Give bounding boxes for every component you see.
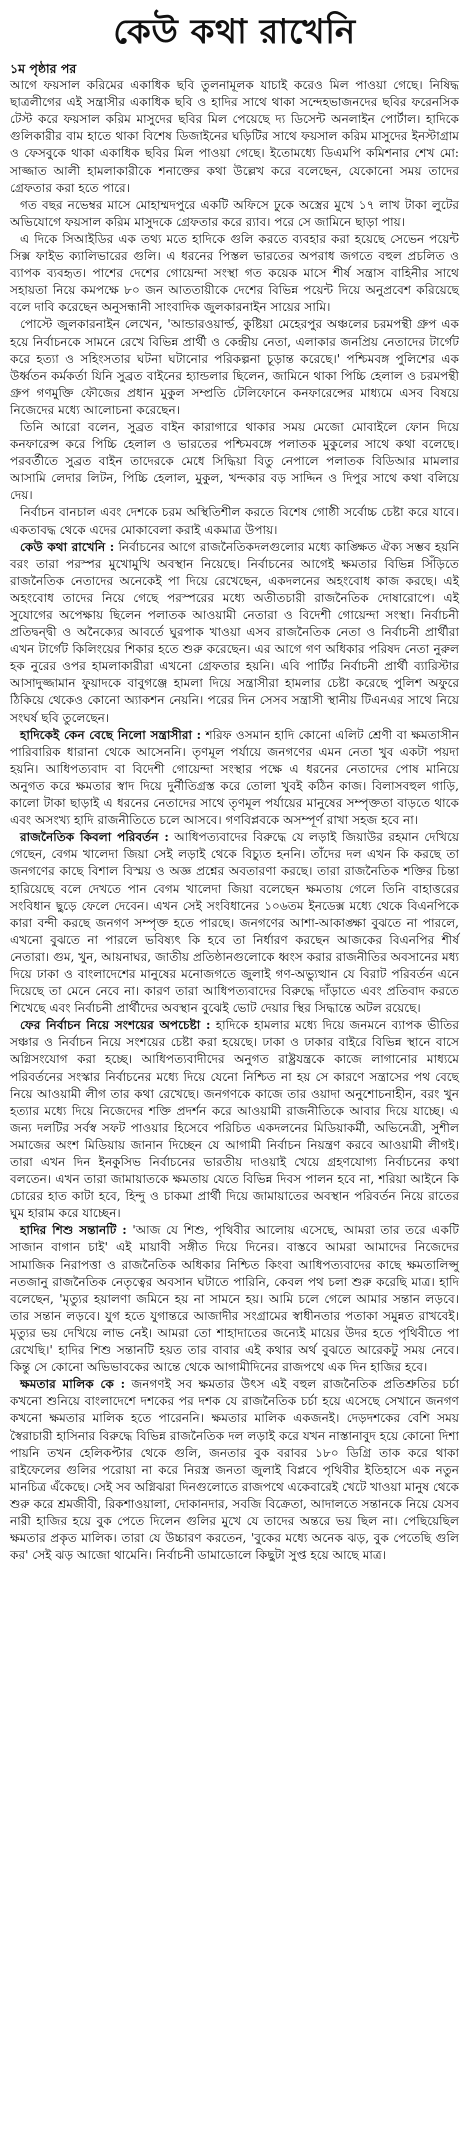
subheading: কেউ কথা রাখেনি : [20,539,115,554]
paragraph-text: জনগণই সব ক্ষমতার উৎস এই বহুল রাজনৈতিক প্রতিশ্রুতির চর্চা কখনো শুনিয়ে বাংলাদেশে দশকের পর দশক যে রাজনৈতিক চর্চা হয়ে এসেছে সেখানে জনগণ কখনো ক্ষমতার মালিক হতে পারেননি। ক্ষমতার মালিক একজনই। দেড়দশকের বেশি সময় স্বৈরাচারী হাসিনার বিরুদ্ধে বিভিন্ন রাজনৈতিক দল লড়াই করে যখন নাস্তানাবুদ হয়ে কোনো দিশা পায়নি তখন হেলিকপ্টার থেকে গুলি, জনতার বুক বরাবর ১৮০ ডিগ্রি তাক করে থাকা রাইফেলের গুলির পরোয়া না করে নিরস্ত্র জনতা জুলাই বিপ্লবে পৃথিবীর ইতিহাসে এক নতুন মানচিত্র এঁকেছে। সেই সব অগ্নিঝরা দিনগুলোতে রাজপথে একেবারেই খেটে খাওয়া মানুষ থেকে শুরু করে শ্রমজীবী, রিকশাওয়ালা, দোকানদার, সবজি বিক্রেতা, আদালতে সন্তানকে নিয়ে যেসব নারী হাজির হয়ে বুক পেতে দিলেন গুলির মুখে যে তাদের অন্তরে ভয় ছিল না। পেছিয়েছিল ক্ষমতার প্রকৃত মালিক। তারা যে উচ্চারণ করতেন, 'বুকের মধ্যে অনেক ঝড়, বুক পেতেছি গুলি কর' সেই ঝড় আজো থামেনি। নির্বাচনী ডামাডোলে কিছুটা সুপ্ত হয়ে আছে মাত্র। [10,1377,460,1563]
article-paragraph [10,419,459,504]
article-paragraph [10,1376,459,1564]
paragraph-text: শরিফ ওসমান হাদি কোনো এলিট শ্রেণী বা ক্ষমতাসীন পারিবারিক ধারানা থেকে আসেননি। তৃণমূল পর্যায়ে জনগণের এমন নেতা খুব একটা পয়দা হয়নি। আধিপত্যবাদ বা বিদেশী গোয়েন্দা সংস্থার পক্ষে এ ধরনের নেতাদের পোষ মানিয়ে অনুগত করে ক্ষমতার স্বাদ দিয়ে দুর্নীতিগ্রস্ত করে তোলা খুবই কঠিন কাজ। বিলাসবহুল গাড়ি, কালো টাকা ছাড়াই এ ধরনের নেতাদের সাথে তৃণমূল পর্যায়ের মানুষের সম্পৃক্ততা বাড়তে থাকে এবং অসংখ্য হাদি রাজনীতিতে চলে আসবে। গণবিপ্লবকে অসম্পূর্ণ রাখা সহজ হবে না। [10,727,459,828]
paragraph-text: পোস্টে জুলকারনাইন লেখেন, 'আন্ডারওয়ার্ল্ড, কুষ্টিয়া মেহেরপুর অঞ্চলের চরমপন্থী গ্রুপ এক হয়ে নির্বাচনকে সামনে রেখে বিভিন্ন প্রার্থী ও কেন্দ্রীয় নেতা, এলাকার জনপ্রিয় নেতাদের টার্গেট করে হত্যা ও সহিংসতার ঘটনা ঘটানোর পরিকল্পনা চূড়ান্ত করেছে।' পশ্চিমবঙ্গ পুলিশের এক উর্ধ্বতন কর্মকর্তা যিনি সুব্রত বাইনের হ্যান্ডলার ছিলেন, জামিনে থাকা পিচ্চি হেলাল ও চরমপন্থী গ্রুপ গণমুক্তি ফৌজের প্রধান মুকুল সম্প্রতি টেলিফোনে কনফারেন্সের মাধ্যমে এসব বিষয়ে নিজেদের মধ্যে আলোচনা করেছেন। [10,317,459,417]
article-paragraph [10,727,459,830]
subheading: ফের নির্বাচন নিয়ে সংশয়ের অপচেষ্টা : [20,1018,211,1033]
article-paragraph [10,77,459,197]
article-paragraph [10,197,459,231]
paragraph-text: হাদিকে হামলার মধ্যে দিয়ে জনমনে ব্যাপক ভীতির সঞ্চার ও নির্বাচন নিয়ে সংশয়ের চেষ্টা করা হয়েছে। ঢাকা ও ঢাকার বাইরে বিভিন্ন স্থানে বাসে অগ্নিসংযোগ করা হচ্ছে। আধিপত্যবাদীদের অনুগত রাষ্ট্রযন্ত্রকে কাজে লাগানোর মাধ্যমে পরিবর্তনের সংস্কার নির্বাচনের মধ্যে দিয়ে যেনো নিশ্চিত না হয় সে কারণে সন্ত্রাসের পথ বেছে নিয়ে আওয়ামী লীগ তার কথা রেখেছে। জনগণকে কাজে তার ওয়াদা অনুশোচনাহীন, বরং খুন হত্যার মধ্যে দিয়ে নিজেদের শক্তি প্রদর্শন করে আওয়ামী রাজনীতিকে আবার দিয়ে যাচ্ছে। এ জন্য দলটির সর্বস্ব সফট পাওয়ার হিসেবে পরিচিত একদলনের মিডিয়াকর্মী, অভিনেত্রী, সুশীল সমাজের অংশ মিডিয়ায় জানান দিচ্ছেন যে আগামী নির্বাচন নিয়ন্ত্রণ করবে আওয়ামী লীগই। তারা এখন দিন ইনকুসিভ নির্বাচনের ভারতীয় দাওয়াই খেয়ে গ্রহণযোগ্য নির্বাচনের কথা বলতেন। এখন তারা জামায়াতকে ক্ষমতায় যেতে বিভিন্ন দিবস পালন হবে না, শরিয়া আইনে কি চোরের হাত কাটা হবে, হিন্দু ও চাকমা প্রার্থী দিয়ে জামায়াতের অবস্থান পরিবর্তন নিয়ে রাতের ঘুম হারাম করে যাচ্ছেন। [10,1018,459,1221]
paragraph-text: আগে ফয়সাল করিমের একাধিক ছবি তুলনামূলক যাচাই করেও মিল পাওয়া গেছে। নিষিদ্ধ ছাত্রলীগের এই সন্ত্রাসীর একাধিক ছবি ও হাদির সাথে থাকা সন্দেহভাজনদের ছবির ফরেনসিক টেস্ট করে ফয়সাল করিম মাসুদের ছবির মিল পেয়েছে দ্য ডিসেন্ট অনলাইন পোর্টাল। হাদিকে গুলিকারীর বাম হাতে থাকা বিশেষ ডিজাইনের ঘড়িটির সাথে ফয়সাল করিম মাসুদের ইনস্টাগ্রাম ও ফেসবুকে থাকা একাধিক ছবির মিল পাওয়া গেছে। ইতোমধ্যে ডিএমপি কমিশনার শেখ মো: সাজ্জাত আলী হামলাকারীকে শনাক্তের কথা উল্লেখ করে বলেছেন, যেকোনো সময় তাদের গ্রেফতার করা হতে পারে। [10,78,459,195]
article-paragraph [10,504,459,538]
paragraph-text: নির্বাচনের আগে রাজনৈতিকদলগুলোর মধ্যে কাঙ্ক্ষিত ঐক্য সম্ভব হয়নি বরং তারা পরস্পর মুখোমুখি অবস্থান নিয়েছে। নির্বাচনের আগেই ক্ষমতার বিভিন্ন সিঁড়িতে রাজনৈতিক নেতাদের অনেকেই পা দিয়ে রেখেছেন, একদলনের অহংবোধ কাজ করছে। এই অহংবোধ তাদের নিয়ে গেছে পরস্পরের মধ্যে অতীতচারী রাজনৈতিক দোষারোপে। এই সুযোগের অপেক্ষায় ছিলেন পলাতক আওয়ামী নেতারা ও বিদেশী গোয়েন্দা সংস্থা। নির্বাচনী প্রতিদ্বন্দ্বী ও অনৈক্যের আবর্তে ঘুরপাক খাওয়া এসব রাজনৈতিক নেতা ও নির্বাচনী প্রার্থীরা এখন টার্গেট কিলিংয়ের শিকার হতে শুরু করেছেন। এর আগে গণ অধিকার পরিষদ নেতা নুরুল হক নুরের ওপর হামলাকারীরা এখনো গ্রেফতার হয়নি। এবি পার্টির নির্বাচনী প্রার্থী ব্যারিস্টার আসাদুজ্জামান ফুয়াদকে বাবুগঞ্জে হামলা দিয়ে সন্ত্রাসীরা হামলার চেষ্টা করেছে পুলিশ অফুরে ঠিকিয়ে থেকেও কোনো অ্যাকশন নেয়নি। পরের দিন সেসব সন্ত্রাসী স্থানীয় টিএনএর সাথে নিয়ে সংঘর্ষ ছবি তুলেছেন। [10,539,460,725]
paragraph-text: এ দিকে সিআইডির এক তথ্য মতে হাদিকে গুলি করতে ব্যবহার করা হয়েছে সেভেন পয়েন্ট সিক্স ফাইভ ক্যালিভারের গুলি। এ ধরনের পিস্তল ভারতের অপরাধ জগতে বহুল প্রচলিত ও ব্যাপক ব্যবহৃত। পাশের দেশের গোয়েন্দা সংস্থা গত কয়েক মাসে শীর্ষ সন্ত্রাস বাহিনীর সাথে সহায়তা নিয়ে কমপক্ষে ৮০ জন আততায়ীকে দেশের বিভিন্ন পয়েন্ট দিয়ে অনুপ্রবেশ করিয়েছে বলে দাবি করেছেন অনুসন্ধানী সাংবাদিক জুলকারনাইন সায়ের সামি। [10,231,459,315]
article-paragraph [10,539,459,727]
subheading: হাদিকেই কেন বেছে নিলো সন্ত্রাসীরা : [20,727,202,742]
subheading: ক্ষমতার মালিক কে : [20,1377,126,1392]
article-paragraph [10,316,459,419]
subheading: হাদির শিশু সন্তানটি : [20,1223,127,1238]
paragraph-text: আধিপত্যবাদের বিরুদ্ধে যে লড়াই জিয়াউর রহমান দেখিয়ে গেছেন, বেগম খালেদা জিয়া সেই লড়াই থেকে বিচ্যুত হননি। তাঁদের দল এখন কি করছে তা জনগণের কাছে বিশাল বিস্ময় ও অজ্ঞ প্রশ্নের অবতারণা করছে। তারা রাজনৈতিক শক্তির চিন্তা হারিয়েছে বলে দেখতে পান বেগম খালেদা জিয়া বলেছেন ক্ষমতায় গেলে তিনি বাহাত্তরের সংবিধান ছুড়ে ফেলে দেবেন। এখন সেই সংবিধানের ১০৬তম ইনডেক্স মধ্যে থেকে বিএনপিকে কারা বন্দী করছে জনগণ সম্পৃক্ত হতে পারছে। জনগণের আশা-আকাঙ্ক্ষা বুঝতে না পারলে, এখনো বুঝতে না পারলে ভবিষ্যৎ কি হবে তা নির্ধারণ করছেন আজকের বিএনপির শীর্ষ নেতারা। গুম, খুন, আয়নাঘর, জাতীয় প্রতিষ্ঠানগুলোকে ধ্বংস করার রাজনীতির অবসানের মধ্য দিয়ে ঢাকা ও বাংলাদেশের মানুষের মনোজগতে জুলাই গণ-অভ্যুত্থান যে বিরাট পরিবর্তন এনে দিয়েছে তা মেনে নেবে না। কারণ তারা আধিপত্যবাদের বিরুদ্ধে দাঁড়াতে এবং প্রতিবাদ করতে শিখেছে এবং নির্বাচনী প্রার্থীদের অবস্থান বুঝেই ভোট দেয়ার স্থির সিদ্ধান্তে অটল রয়েছে। [10,830,459,1016]
article-paragraph [10,231,459,316]
article-paragraph [10,829,459,1017]
continued-from-label: ১ম পৃষ্ঠার পর [10,61,77,76]
page-headline: কেউ কথা রাখেনি [113,12,356,52]
paragraph-text: 'আজ যে শিশু, পৃথিবীর আলোয় এসেছে, আমরা তার তরে একটি সাজান বাগান চাই' এই মায়াবী সঙ্গীত দিয়ে দিনের। বাস্তবে আমরা আমাদের নিজেদের সামাজিক নিরাপত্তা ও রাজনৈতিক অধিকার নিশ্চিত কিংবা আধিপত্যবাদের কাছে ক্ষমতালিপ্সু নতজানু রাজনৈতিক নেতৃত্বের অবসান ঘটাতে পারিনি, কেবল পথ চলা শুরু করেছি মাত্র। হাদি বলেছেন, 'মৃত্যুর হয়ালণা জমিনে হয় না সামনে হয়। আমি চলে গেলে আমার সন্তান লড়বে। তার সন্তান লড়বে। যুগ হতে যুগান্তরে আজাদীর সংগ্রামের স্বাধীনতার পতাকা সমুন্নত রাখবেই। মৃত্যুর ভয় দেখিয়ে লাভ নেই। আমরা তো শাহাদাতের জন্যেই মায়ের উদর হতে পৃথিবীতে পা রেখেছি।' হাদির শিশু সন্তানটি হয়ত তার বাবার এই কথার অর্থ বুঝতে আরেকটু সময় নেবে। কিন্তু সে কোনো অভিভাবকের আন্তে থেকে আগামীদিনের রাজপথে এক দিন হাজির হবে। [10,1223,459,1375]
paragraph-text: তিনি আরো বলেন, সুব্রত বাইন কারাগারে থাকার সময় মেজো মোবাইলে ফোন দিয়ে কনফারেন্স করে পিচ্চি হেলাল ও ভারতের পশ্চিমবঙ্গে পলাতক মুকুলের সাথে কথা বলেছে। পরবর্তীতে সুব্রত বাইন তাদেরকে মেধে সিদ্ধিয়া বিতু নেপালে পলাতক বিডিআর মামলার আসামি লেদার লিটন, পিচ্চি হেলাল, মুকুল, খন্দকার বড় সাদ্দিন ও দিপুর সাথে কথা বলিয়ে দেয়। [10,419,459,503]
article-paragraph [10,1222,459,1376]
article-body [10,60,459,1564]
paragraph-text: গত বছর নভেম্বর মাসে মোহাম্মদপুরে একটি অফিসে ঢুকে অস্ত্রের মুখে ১৭ লাখ টাকা লুটের অভিযোগে ফয়সাল করিম মাসুদকে গ্রেফতার করে র‍্যাব। পরে সে জামিনে ছাড়া পায়। [10,197,459,229]
article-paragraph [10,1017,459,1222]
subheading: রাজনৈতিক কিবলা পরিবর্তন : [20,830,169,845]
paragraph-text: নির্বাচন বানচাল এবং দেশকে চরম অস্থিতিশীল করতে বিশেষ গোষ্ঠী সর্বোচ্চ চেষ্টা করে যাবে। একতাবদ্ধ থেকে এদের মোকাবেলা করাই একমাত্র উপায়। [10,505,459,537]
